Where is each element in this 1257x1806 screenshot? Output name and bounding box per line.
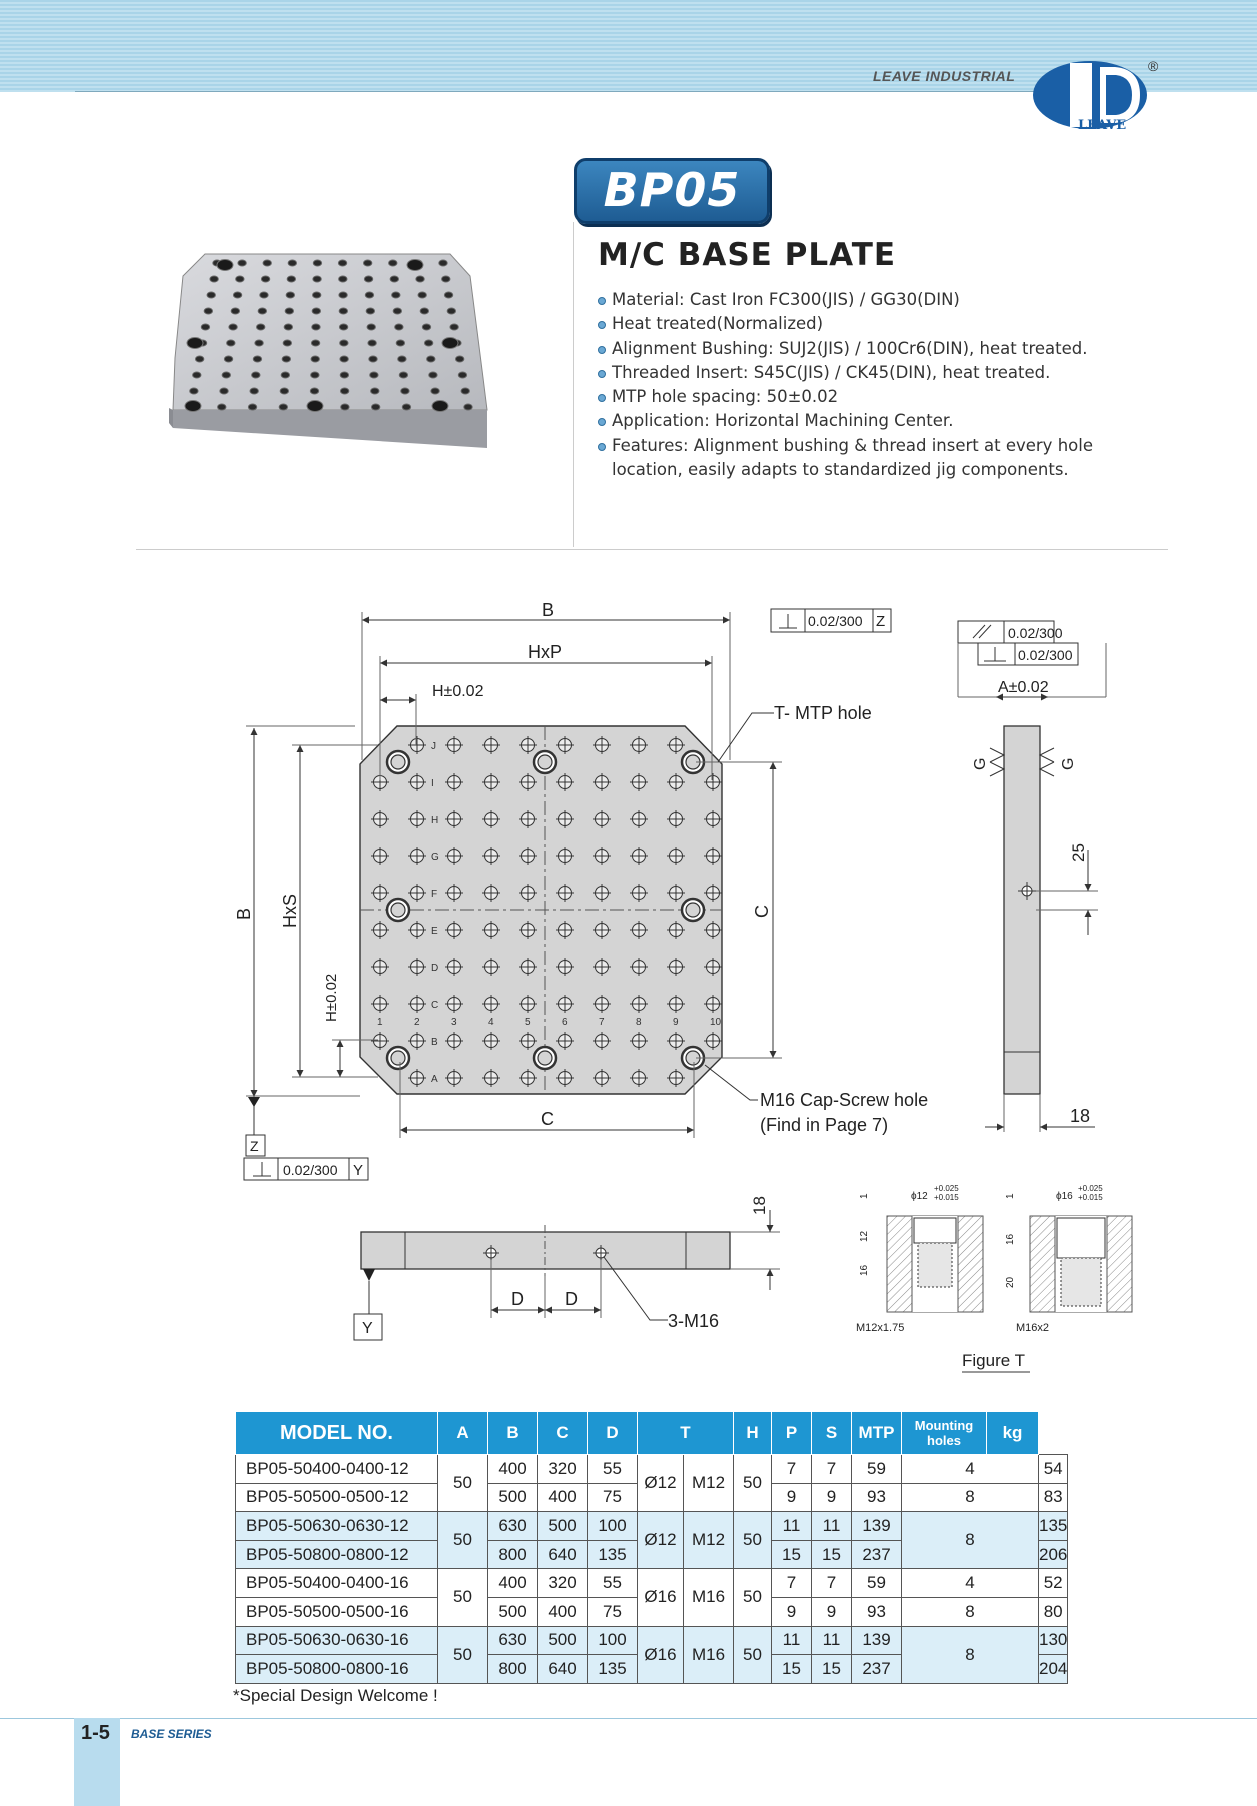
- cell-a: 50: [438, 1455, 488, 1512]
- fig-t-tol-lower-16: +0.015: [1078, 1193, 1103, 1202]
- cell-d: 135: [588, 1540, 638, 1569]
- dim-a-tol-label: A±0.02: [998, 679, 1049, 696]
- dim-b-label: B: [542, 600, 555, 620]
- col-number: 8: [636, 1017, 642, 1028]
- spec-text: Features: Alignment bushing & thread insert at every hole: [612, 435, 1093, 455]
- cell-h: 50: [734, 1569, 772, 1626]
- cell-kg: 135: [1039, 1512, 1068, 1541]
- cell-mtp: 59: [852, 1455, 902, 1484]
- cell-t-bush: Ø12: [638, 1455, 684, 1512]
- cell-t-thread: M16: [684, 1569, 734, 1626]
- cell-t-bush: Ø12: [638, 1512, 684, 1569]
- cell-s: 9: [812, 1597, 852, 1626]
- datum-z: Z: [250, 1138, 259, 1154]
- cell-model: BP05-50630-0630-12: [236, 1512, 438, 1541]
- col-number: 7: [599, 1017, 605, 1028]
- cap-screw-hole: [538, 755, 552, 769]
- cell-kg: 54: [1039, 1455, 1068, 1484]
- cell-d: 75: [588, 1597, 638, 1626]
- fig-t-d12: ϕ12: [911, 1191, 928, 1202]
- cell-mtp: 237: [852, 1540, 902, 1569]
- cell-kg: 204: [1039, 1655, 1068, 1684]
- cap-screw-hole: [391, 755, 405, 769]
- table-row: [236, 1512, 1068, 1541]
- cell-model: BP05-50400-0400-16: [236, 1569, 438, 1598]
- cell-model: BP05-50800-0800-16: [236, 1655, 438, 1684]
- cell-d: 135: [588, 1655, 638, 1684]
- cell-mtp: 93: [852, 1597, 902, 1626]
- cell-c: 500: [538, 1512, 588, 1541]
- cell-model: BP05-50630-0630-16: [236, 1626, 438, 1655]
- cell-mount: 8: [902, 1512, 1039, 1569]
- fig-t-d16: ϕ16: [1056, 1191, 1073, 1202]
- tol-flat-main: 0.02/300: [808, 613, 863, 629]
- cell-h: 50: [734, 1455, 772, 1512]
- col-c: C: [538, 1412, 588, 1455]
- fig-t-dim-1-12: 1: [859, 1193, 870, 1199]
- row-letter: F: [431, 889, 438, 900]
- dim-hxp-label: HxP: [528, 642, 563, 662]
- col-d: D: [588, 1412, 638, 1455]
- cell-s: 7: [812, 1569, 852, 1598]
- col-p: P: [772, 1412, 812, 1455]
- dim-hxs-label: HxS: [280, 893, 300, 928]
- fig-t-caption: Figure T: [962, 1351, 1025, 1370]
- cell-a: 50: [438, 1569, 488, 1626]
- row-letter: E: [431, 926, 438, 937]
- dim-18-bottom-label: 18: [750, 1196, 769, 1215]
- figure-t: [856, 1184, 1132, 1372]
- cell-a: 50: [438, 1626, 488, 1683]
- cell-s: 9: [812, 1483, 852, 1512]
- cell-mtp: 237: [852, 1655, 902, 1684]
- fig-t-dim-12: 12: [859, 1230, 870, 1242]
- cell-p: 7: [772, 1455, 812, 1484]
- cell-s: 11: [812, 1512, 852, 1541]
- table-row: [236, 1626, 1068, 1655]
- footer-rule: [0, 1718, 1257, 1719]
- cell-c: 400: [538, 1597, 588, 1626]
- cell-b: 400: [488, 1455, 538, 1484]
- col-mtp: MTP: [852, 1412, 902, 1455]
- fig-t-dim-16a: 16: [859, 1264, 870, 1276]
- spec-text: Alignment Bushing: SUJ2(JIS) / 100Cr6(DIN), heat treated.: [612, 338, 1088, 358]
- cell-model: BP05-50800-0800-12: [236, 1540, 438, 1569]
- cell-t-thread: M12: [684, 1455, 734, 1512]
- col-b: B: [488, 1412, 538, 1455]
- series-label: BASE SERIES: [131, 1727, 212, 1741]
- col-mounting-holes: Mounting holes: [902, 1412, 987, 1455]
- fig-t-thread-12: M12x1.75: [856, 1322, 905, 1334]
- col-number: 6: [562, 1017, 568, 1028]
- cell-kg: 206: [1039, 1540, 1068, 1569]
- tol-flat-bottom: 0.02/300: [283, 1162, 338, 1178]
- row-letter: J: [431, 741, 436, 752]
- cell-mtp: 93: [852, 1483, 902, 1512]
- capscrew-label: M16 Cap-Screw hole: [760, 1090, 929, 1110]
- company-name: LEAVE INDUSTRIAL: [873, 68, 1016, 84]
- tol-ref-y: Y: [353, 1162, 364, 1179]
- cap-screw-hole: [391, 903, 405, 917]
- cell-p: 15: [772, 1540, 812, 1569]
- spec-text: MTP hole spacing: 50±0.02: [612, 387, 839, 407]
- cell-mount: 8: [902, 1597, 1039, 1626]
- dim-g-left: G: [972, 757, 989, 770]
- cell-kg: 83: [1039, 1483, 1068, 1512]
- cell-kg: 80: [1039, 1597, 1068, 1626]
- cell-s: 11: [812, 1626, 852, 1655]
- cell-p: 7: [772, 1569, 812, 1598]
- cell-p: 11: [772, 1512, 812, 1541]
- col-number: 4: [488, 1017, 494, 1028]
- cell-p: 15: [772, 1655, 812, 1684]
- page-title: M/C BASE PLATE: [598, 237, 897, 273]
- table-row: [236, 1455, 1068, 1484]
- cell-s: 15: [812, 1540, 852, 1569]
- registered-mark: ®: [1148, 58, 1159, 74]
- col-a: A: [438, 1412, 488, 1455]
- cell-model: BP05-50400-0400-12: [236, 1455, 438, 1484]
- fig-t-dim-1-16: 1: [1005, 1193, 1016, 1199]
- row-letter: A: [431, 1074, 438, 1085]
- cell-c: 640: [538, 1655, 588, 1684]
- dim-25-label: 25: [1069, 843, 1088, 862]
- datum-y: Y: [362, 1320, 373, 1337]
- cell-c: 500: [538, 1626, 588, 1655]
- fig-t-dim-20: 20: [1005, 1276, 1016, 1288]
- col-number: 3: [451, 1017, 457, 1028]
- dim-g-right: G: [1060, 757, 1077, 770]
- fig-t-dim-16b: 16: [1005, 1233, 1016, 1245]
- row-letter: D: [431, 963, 439, 974]
- label-3-m16: 3-M16: [668, 1311, 720, 1331]
- spec-text: Heat treated(Normalized): [612, 314, 824, 334]
- page-number: 1-5: [81, 1722, 110, 1744]
- dim-h-tol-vertical-label: H±0.02: [323, 973, 340, 1022]
- col-number: 2: [414, 1017, 420, 1028]
- cap-screw-hole: [686, 903, 700, 917]
- cell-mtp: 139: [852, 1512, 902, 1541]
- cell-t-bush: Ø16: [638, 1626, 684, 1683]
- cell-b: 800: [488, 1655, 538, 1684]
- cell-kg: 130: [1039, 1626, 1068, 1655]
- tol-perp-side: 0.02/300: [1018, 647, 1073, 663]
- row-letter: C: [431, 1000, 439, 1011]
- cap-screw-hole: [391, 1051, 405, 1065]
- spec-table: [235, 1411, 1068, 1684]
- table-header-row: [236, 1412, 1068, 1455]
- col-kg: kg: [987, 1412, 1039, 1455]
- product-code: BP05: [603, 163, 741, 217]
- cell-h: 50: [734, 1512, 772, 1569]
- cell-t-thread: M12: [684, 1512, 734, 1569]
- logo-text: LEAVE: [1078, 118, 1127, 133]
- table-row: [236, 1569, 1068, 1598]
- cell-p: 11: [772, 1626, 812, 1655]
- fig-t-tol-upper-12: +0.025: [934, 1184, 959, 1193]
- col-t: T: [638, 1412, 734, 1455]
- spec-text: Threaded Insert: S45C(JIS) / CK45(DIN), heat treated.: [612, 362, 1051, 382]
- cell-c: 320: [538, 1455, 588, 1484]
- cell-mount: 4: [902, 1455, 1039, 1484]
- dim-c-label: C: [541, 1109, 554, 1129]
- col-number: 1: [377, 1017, 383, 1028]
- cell-c: 400: [538, 1483, 588, 1512]
- cell-model: BP05-50500-0500-16: [236, 1597, 438, 1626]
- row-letter: H: [431, 815, 439, 826]
- row-letter: G: [431, 852, 439, 863]
- cell-b: 630: [488, 1512, 538, 1541]
- fig-t-tol-lower-12: +0.015: [934, 1193, 959, 1202]
- cell-mtp: 59: [852, 1569, 902, 1598]
- spec-text: location, easily adapts to standardized jig components.: [612, 460, 1069, 480]
- mtp-hole-label: T- MTP hole: [774, 703, 872, 723]
- cell-mtp: 139: [852, 1626, 902, 1655]
- cell-d: 55: [588, 1569, 638, 1598]
- cell-d: 100: [588, 1626, 638, 1655]
- dim-d-right: D: [565, 1289, 578, 1309]
- row-letter: I: [431, 778, 434, 789]
- cell-d: 75: [588, 1483, 638, 1512]
- dim-b-vertical-label: B: [234, 907, 254, 920]
- cell-b: 630: [488, 1626, 538, 1655]
- tol-ref-z-top: Z: [876, 613, 886, 630]
- spec-text: Material: Cast Iron FC300(JIS) / GG30(DIN): [612, 290, 960, 309]
- dim-h-tol-label: H±0.02: [432, 683, 484, 700]
- cell-a: 50: [438, 1512, 488, 1569]
- col-number: 9: [673, 1017, 679, 1028]
- col-number: 5: [525, 1017, 531, 1028]
- footnote: *Special Design Welcome !: [233, 1686, 438, 1705]
- cell-c: 640: [538, 1540, 588, 1569]
- cell-b: 500: [488, 1483, 538, 1512]
- cell-s: 15: [812, 1655, 852, 1684]
- fig-t-tol-upper-16: +0.025: [1078, 1184, 1103, 1193]
- cell-d: 100: [588, 1512, 638, 1541]
- dim-18-side-label: 18: [1070, 1106, 1091, 1126]
- col-h: H: [734, 1412, 772, 1455]
- cell-b: 800: [488, 1540, 538, 1569]
- fig-t-thread-16: M16x2: [1016, 1322, 1050, 1334]
- dim-d-left: D: [511, 1289, 524, 1309]
- cell-b: 400: [488, 1569, 538, 1598]
- cell-t-bush: Ø16: [638, 1569, 684, 1626]
- cell-h: 50: [734, 1626, 772, 1683]
- cell-s: 7: [812, 1455, 852, 1484]
- cell-t-thread: M16: [684, 1626, 734, 1683]
- capscrew-page-label: (Find in Page 7): [760, 1115, 889, 1135]
- col-number: 10: [710, 1017, 722, 1028]
- col-s: S: [812, 1412, 852, 1455]
- row-letter: B: [431, 1037, 438, 1048]
- dim-c-vertical-label: C: [752, 905, 772, 918]
- cap-screw-hole: [538, 1051, 552, 1065]
- tol-parallel: 0.02/300: [1008, 625, 1063, 641]
- col-model: MODEL NO.: [236, 1412, 438, 1455]
- cell-c: 320: [538, 1569, 588, 1598]
- cell-mount: 8: [902, 1626, 1039, 1683]
- cell-d: 55: [588, 1455, 638, 1484]
- cell-p: 9: [772, 1483, 812, 1512]
- cell-kg: 52: [1039, 1569, 1068, 1598]
- cell-b: 500: [488, 1597, 538, 1626]
- cell-mount: 4: [902, 1569, 1039, 1598]
- cell-mount: 8: [902, 1483, 1039, 1512]
- spec-text: Application: Horizontal Machining Center.: [612, 411, 954, 431]
- cell-p: 9: [772, 1597, 812, 1626]
- cell-model: BP05-50500-0500-12: [236, 1483, 438, 1512]
